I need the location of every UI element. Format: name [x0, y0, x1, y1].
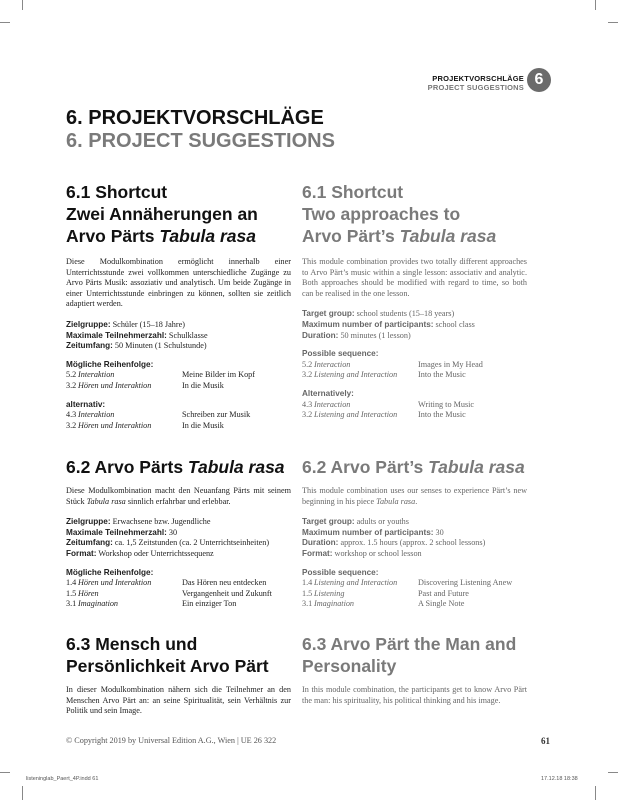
- page-title-en: 6. PROJECT SUGGESTIONS: [66, 130, 335, 152]
- sequence-heading: Mögliche Reihenfolge:: [66, 567, 154, 577]
- section-heading: 6.2 Arvo Pärt’s Tabula rasa: [302, 457, 525, 477]
- crop-mark: [0, 772, 10, 773]
- section-6-1-de: [66, 181, 291, 431]
- section-body: This module combination uses our senses to experience Pärt’s new beginning in his piece Tabula rasa.: [302, 486, 527, 506]
- crop-mark: [608, 772, 618, 773]
- meta-duration: Zeitumfang: 50 Minuten (1 Schulstunde): [66, 341, 207, 351]
- section-body: In this module combination, the participants get to know Arvo Pärt the man: his spirituality, his political thinking and his image.: [302, 685, 527, 705]
- sequence-row: 1.5 Listening Past and Future: [302, 588, 469, 598]
- sequence-row: 4.3 Interaktion Schreiben zur Musik: [66, 410, 251, 420]
- alternative-list: [66, 410, 291, 431]
- copyright-footer: © Copyright 2019 by Universal Edition A.G., Wien | UE 26 322: [66, 736, 277, 745]
- section-6-3-en: [302, 633, 527, 706]
- sequence-list: [302, 360, 527, 381]
- section-body: In dieser Modulkombination nähern sich die Teilnehmer an den Menschen Arvo Pärt an: an seine Spiritualität, sein Verhältnis zur Politik und sein Image.: [66, 685, 291, 716]
- crop-mark: [22, 786, 23, 800]
- sequence-row: 3.2 Hören und Interaktion In die Musik: [66, 380, 224, 390]
- section-body: Diese Modulkombination ermöglicht innerhalb einer Unterrichtsstunde zwei vollkommen unterschiedliche Zugänge zu Arvo Pärts Musik: assoziativ und analytisch. Um beide Zugänge in einer Unterrichtsstunde einbringen zu können, sollten sie zeitlich adaptiert werden.: [66, 257, 291, 309]
- chapter-number-badge: 6: [527, 68, 551, 92]
- section-body: This module combination provides two totally different approaches to Arvo Pärt’s music within a single lesson: associativ and analytic. Both approaches should be modified with regard to time, so both can be realised in the one lesson.: [302, 257, 527, 298]
- section-heading: 6.3 Mensch und Persönlichkeit Arvo Pärt: [66, 634, 269, 676]
- meta-duration: Duration: 50 minutes (1 lesson): [302, 330, 411, 340]
- crop-mark: [608, 22, 618, 23]
- sequence-row: 1.5 Hören Vergangenheit und Zukunft: [66, 588, 272, 598]
- sequence-row: 3.2 Hören und Interaktion In die Musik: [66, 420, 224, 430]
- section-heading: 6.1 Shortcut Two approaches to Arvo Pärt’s Tabula rasa: [302, 182, 497, 246]
- sequence-row: 3.2 Listening and Interaction Into the Music: [302, 410, 466, 420]
- sequence-list: [302, 578, 527, 610]
- meta-target-group: Target group: school students (15–18 years): [302, 309, 455, 319]
- print-slug-timestamp: 17.12.18 18:38: [541, 776, 578, 782]
- meta-max-participants: Maximum number of participants: school class: [302, 319, 475, 329]
- chapter-title-en: PROJECT SUGGESTIONS: [427, 83, 524, 92]
- meta-max-participants: Maximum number of participants: 30: [302, 527, 444, 537]
- section-6-3-de: [66, 633, 291, 717]
- sequence-row: 3.2 Listening and Interaction Into the Music: [302, 370, 466, 380]
- sequence-list: [66, 578, 291, 610]
- page-title-de: 6. PROJEKTVORSCHLÄGE: [66, 107, 324, 129]
- sequence-heading: Possible sequence:: [302, 349, 379, 359]
- meta-target-group: Zielgruppe: Schüler (15–18 Jahre): [66, 319, 185, 329]
- meta-max-participants: Maximale Teilnehmerzahl: 30: [66, 527, 178, 537]
- page-number: 61: [541, 736, 550, 746]
- sequence-heading: Possible sequence:: [302, 567, 379, 577]
- sequence-heading: Mögliche Reihenfolge:: [66, 359, 154, 369]
- alternative-heading: Alternatively:: [302, 388, 354, 398]
- sequence-list: [66, 370, 291, 391]
- meta-duration: Zeitumfang: ca. 1,5 Zeitstunden (ca. 2 Unterrichtseinheiten): [66, 538, 270, 548]
- chapter-title-de: PROJEKTVORSCHLÄGE: [432, 74, 524, 83]
- sequence-row: 4.3 Interaction Writing to Music: [302, 399, 475, 409]
- meta-format: Format: Workshop oder Unterrichtssequenz: [66, 548, 214, 558]
- section-6-2-en: [302, 456, 527, 610]
- section-heading: 6.3 Arvo Pärt the Man and Personality: [302, 634, 517, 676]
- sequence-row: 1.4 Hören und Interaktion Das Hören neu entdecken: [66, 578, 267, 588]
- print-slug-file: listeninglab_Paert_4P.indd 61: [26, 776, 99, 782]
- crop-mark: [0, 22, 10, 23]
- section-body: Diese Modulkombination macht den Neuanfang Pärts mit seinem Stück Tabula rasa sinnlich erfahrbar und erlebbar.: [66, 486, 291, 506]
- meta-max-participants: Maximale Teilnehmerzahl: Schulklasse: [66, 330, 208, 340]
- sequence-row: 5.2 Interaction Images in My Head: [302, 359, 483, 369]
- section-6-2-de: [66, 456, 291, 610]
- section-heading: 6.1 Shortcut Zwei Annäherungen an Arvo Pärts Tabula rasa: [66, 182, 258, 246]
- alternative-heading: alternativ:: [66, 399, 106, 409]
- crop-mark: [595, 786, 596, 800]
- sequence-row: 3.1 Imagination Ein einziger Ton: [66, 599, 237, 609]
- section-heading: 6.2 Arvo Pärts Tabula rasa: [66, 457, 285, 477]
- chapter-header: [428, 74, 524, 92]
- section-6-1-en: [302, 181, 527, 421]
- sequence-row: 5.2 Interaktion Meine Bilder im Kopf: [66, 370, 255, 380]
- meta-duration: Duration: approx. 1.5 hours (approx. 2 school lessons): [302, 538, 486, 548]
- sequence-row: 3.1 Imagination A Single Note: [302, 599, 465, 609]
- meta-target-group: Zielgruppe: Erwachsene bzw. Jugendliche: [66, 517, 211, 527]
- crop-mark: [22, 0, 23, 10]
- sequence-row: 1.4 Listening and Interaction Discovering Listening Anew: [302, 578, 513, 588]
- meta-target-group: Target group: adults or youths: [302, 517, 409, 527]
- crop-mark: [595, 0, 596, 10]
- meta-format: Format: workshop or school lesson: [302, 548, 422, 558]
- alternative-list: [302, 400, 527, 421]
